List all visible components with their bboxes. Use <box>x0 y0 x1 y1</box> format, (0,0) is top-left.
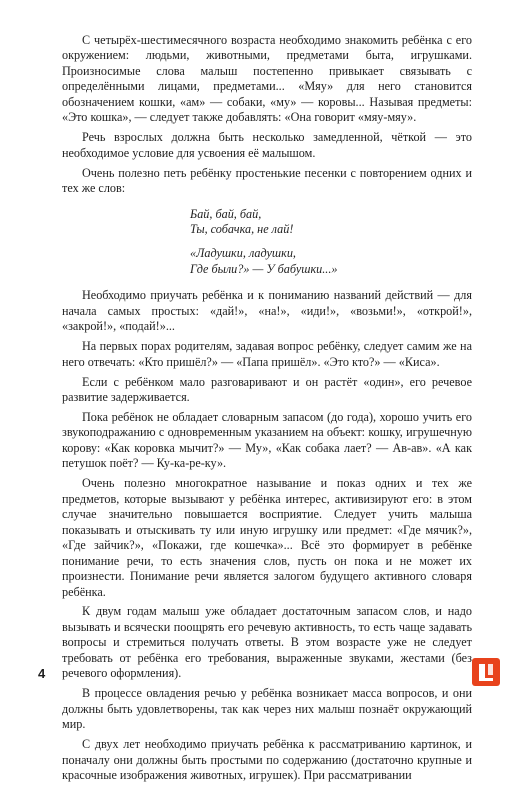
paragraph: С двух лет необходимо приучать ребёнка к рассматриванию картинок, и поначалу они должны быть простыми по содержанию (достаточно крупные и красочные изображения животных, игрушек). При рассматривании <box>62 737 472 782</box>
poem-line: «Ладушки, ладушки, <box>190 246 296 261</box>
book-logo-icon <box>472 658 500 686</box>
poem-line: Ты, собачка, не лай! <box>190 221 294 236</box>
paragraph: На первых порах родителям, задавая вопрос ребёнку, следует самим же на него отвечать: «Кто пришёл?» — «Папа пришёл». «Это кто?» — «Киса». <box>62 339 472 369</box>
poem-stanza <box>190 246 472 277</box>
paragraph: Речь взрослых должна быть несколько замедленной, чёткой — это необходимое условие для усвоения её малышом. <box>62 130 472 160</box>
paragraph: С четырёх-шестимесячного возраста необходимо знакомить ребёнка с его окружением: людьми, животными, предметами быта, игрушками. Произносимые слова малыш постепенно привыкает связывать с определёнными лицами, предметами... «Мяу» для него становится обозначением кошки, «ам» — собаки, «му» — коровы... Называя предметы: «Это кошка», — следует также добавлять: «Она говорит «мяу-мяу». <box>62 33 472 125</box>
paragraph: Необходимо приучать ребёнка и к пониманию названий действий — для начала самых простых: «дай!», «на!», «иди!», «возьми!», «открой!», «закрой!», «подай!»... <box>62 288 472 334</box>
poem-stanza <box>190 207 472 238</box>
paragraph: К двум годам малыш уже обладает достаточным запасом слов, и надо вызывать и всячески поощрять его речевую активность, то есть чаще задавать вопросы и стремиться получать ответы. В этом возрасте уже не следует требовать от ребёнка его требования, выраженные звуками, жестами (без речевого оформления). <box>62 604 472 681</box>
poem <box>62 207 472 278</box>
poem-line: Где были?» — У бабушки...» <box>190 261 338 276</box>
paragraph: В процессе овладения речью у ребёнка возникает масса вопросов, и они должны быть удовлетворены, так как через них малыш познаёт окружающий мир. <box>62 686 472 732</box>
paragraph: Пока ребёнок не обладает словарным запасом (до года), хорошо учить его звукоподражанию с одновременным указанием на объект: кошку, игрушечную корову: «Как коровка мычит?» — Му», «Как собака лает? — Ав-ав». «А как петушок поёт? — Ку-ка-ре-ку». <box>62 410 472 471</box>
paragraph: Очень полезно петь ребёнку простенькие песенки с повторением одних и тех же слов: <box>62 165 472 196</box>
page-number: 4 <box>38 666 46 681</box>
paragraph: Очень полезно многократное называние и показ одних и тех же предметов, которые вызывают у ребёнка интерес, активизируют его: в этом случае значительно повышается восприятие. Следует учить малыша показывать и отыскивать ту или иную игрушку или предмет: «Где мячик?», «Где зайчик?», «Покажи, где кошечка»... Всё это формирует в ребёнке понимание речи, то есть значения слов, пусть он пока и не может их произнести. Понимание речи является залогом будущего активного словаря ребёнка. <box>62 476 472 599</box>
paragraph: Если с ребёнком мало разговаривают и он растёт «один», его речевое развитие задерживается. <box>62 374 472 405</box>
body-text <box>62 33 472 788</box>
poem-line: Бай, бай, бай, <box>190 206 262 221</box>
